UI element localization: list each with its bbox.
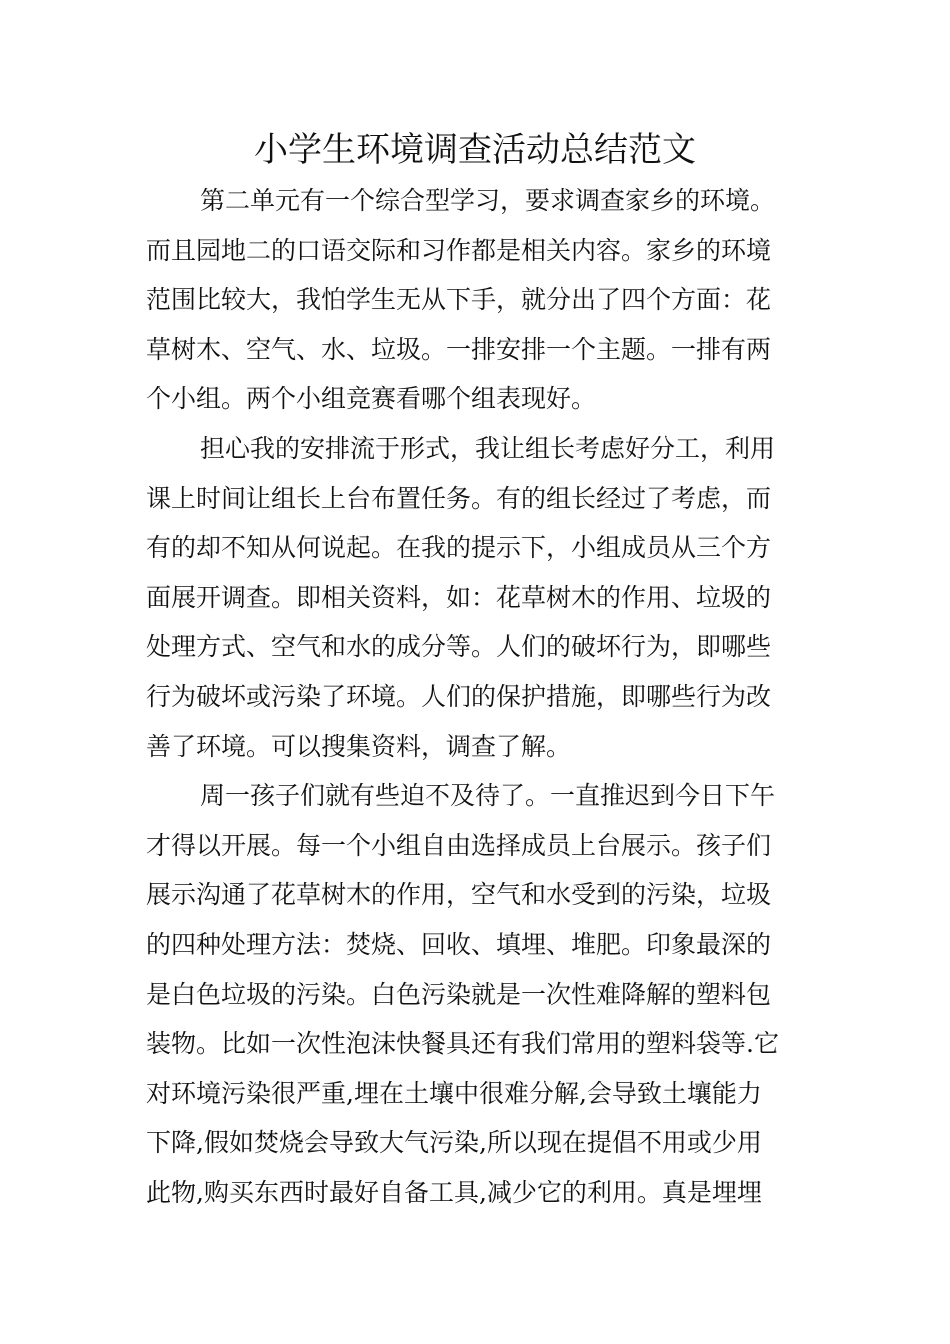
- paragraph-line: 课上时间让组长上台布置任务。有的组长经过了考虑，而: [146, 483, 772, 513]
- paragraph-1: [146, 176, 808, 424]
- paragraph-line: 面展开调查。即相关资料，如：花草树木的作用、垃圾的: [146, 582, 772, 612]
- paragraph-line: 善了环境。可以搜集资料，调查了解。: [146, 731, 572, 761]
- paragraph-2: [146, 424, 808, 771]
- paragraph-line: 处理方式、空气和水的成分等。人们的破坏行为，即哪些: [146, 632, 772, 662]
- paragraph-line: 是白色垃圾的污染。白色污染就是一次性难降解的塑料包: [146, 979, 772, 1009]
- paragraph-line: 装物。比如一次性泡沫快餐具还有我们常用的塑料袋等.它: [146, 1029, 779, 1059]
- paragraph-line: 展示沟通了花草树木的作用，空气和水受到的污染，垃圾: [146, 880, 772, 910]
- paragraph-3: [146, 771, 808, 1217]
- paragraph-line: 个小组。两个小组竞赛看哪个组表现好。: [146, 384, 597, 414]
- paragraph-line: 有的却不知从何说起。在我的提示下，小组成员从三个方: [146, 533, 772, 563]
- paragraph-line: 行为破坏或污染了环境。人们的保护措施，即哪些行为改: [146, 681, 772, 711]
- paragraph-line: 第二单元有一个综合型学习，要求调查家乡的环境。: [200, 186, 776, 215]
- paragraph-line: 周一孩子们就有些迫不及待了。一直推迟到今日下午: [200, 781, 776, 811]
- paragraph-line: 此物,购买东西时最好自备工具,减少它的利用。真是埋埋: [146, 1177, 762, 1207]
- paragraph-line: 草树木、空气、水、垃圾。一排安排一个主题。一排有两: [146, 334, 772, 364]
- paragraph-line: 而且园地二的口语交际和习作都是相关内容。家乡的环境: [146, 235, 772, 265]
- paragraph-line: 下降,假如焚烧会导致大气污染,所以现在提倡不用或少用: [146, 1128, 762, 1158]
- paragraph-line: 的四种处理方法：焚烧、回收、填埋、堆肥。印象最深的: [146, 929, 772, 959]
- paragraph-line: 对环境污染很严重,埋在土壤中很难分解,会导致土壤能力: [146, 1078, 762, 1108]
- paragraph-line: 范围比较大，我怕学生无从下手，就分出了四个方面：花: [146, 285, 772, 315]
- paragraph-line: 才得以开展。每一个小组自由选择成员上台展示。孩子们: [146, 830, 772, 860]
- paragraph-line: 担心我的安排流于形式，我让组长考虑好分工，利用: [200, 433, 776, 463]
- document-body: [146, 176, 808, 1217]
- document-title: 小学生环境调查活动总结范文: [254, 130, 696, 170]
